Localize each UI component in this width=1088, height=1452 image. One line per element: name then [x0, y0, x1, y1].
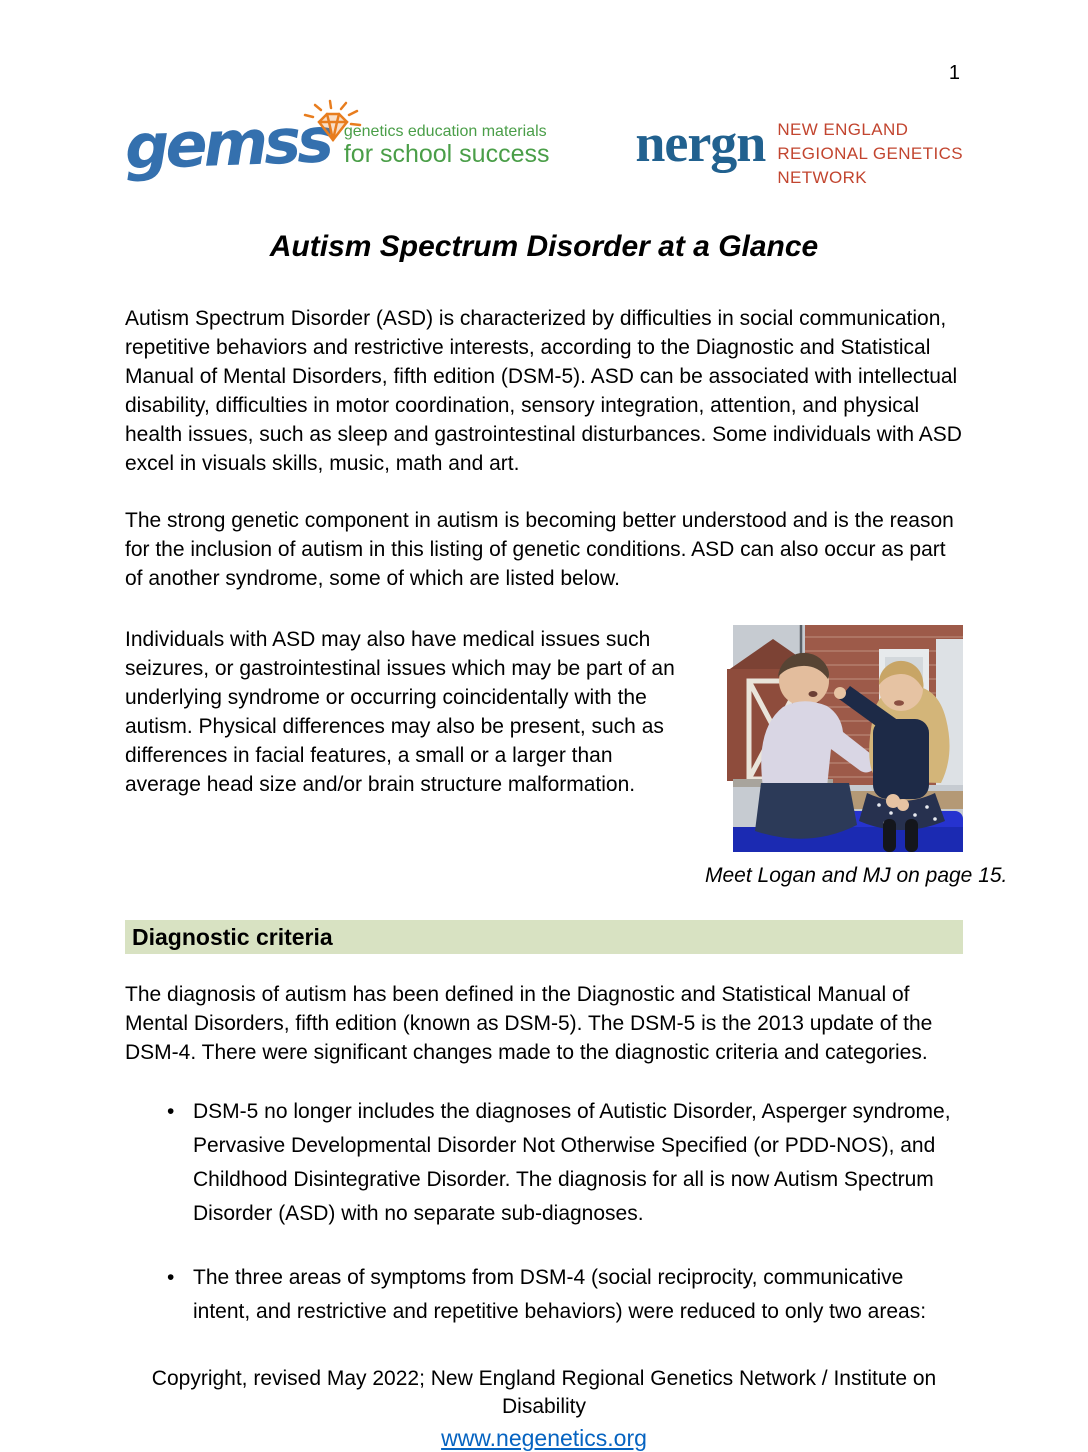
gemss-logo — [123, 103, 550, 184]
paragraph-diagnosis-intro: The diagnosis of autism has been defined in the Diagnostic and Statistical Manual of Mental Disorders, fifth edition (known as DSM-5). The DSM-5 is the 2013 update of the DSM-4. There were significant changes made to the diagnostic criteria and categories. — [125, 983, 933, 1064]
page-title: Autism Spectrum Disorder at a Glance — [269, 230, 819, 263]
nergn-name-text — [777, 118, 963, 190]
header-logos — [125, 0, 963, 190]
photo-caption: Meet Logan and MJ on page 15. — [705, 864, 1008, 887]
nergn-line3: NETWORK — [777, 168, 868, 187]
negenetics-link[interactable]: www.negenetics.org — [441, 1425, 647, 1451]
gemss-wordmark: gemss — [123, 103, 332, 184]
children-photo — [733, 625, 963, 852]
list-item-dsm5-diagnoses: • DSM-5 no longer includes the diagnoses of Autistic Disorder, Asperger syndrome, Pervasive Developmental Disorder Not Otherwise Specified (or PDD-NOS), and Childhood Disintegrative Disorder. The diagnosis for all is now Autism Spectrum Disorder (ASD) with no separate sub-diagnoses. — [167, 1095, 963, 1231]
section-heading-diagnostic-criteria: Diagnostic criteria — [125, 920, 963, 954]
gemss-tagline-line2: for school success — [343, 140, 550, 168]
list-item-symptom-areas: • The three areas of symptoms from DSM-4 (social reciprocity, communicative intent, and restrictive and repetitive behaviors) were reduced to only two areas: — [167, 1261, 963, 1329]
nergn-logo — [635, 113, 963, 190]
page-footer — [125, 1365, 963, 1452]
nergn-line2: REGIONAL GENETICS — [777, 144, 963, 163]
gemss-tagline-line1: genetics education materials — [343, 123, 547, 140]
footer-copyright: Copyright, revised May 2022; New England Regional Genetics Network / Institute on Disability — [151, 1367, 937, 1418]
paragraph-medical-issues: Individuals with ASD may also have medical issues such seizures, or gastrointestinal issues which may be part of an underlying syndrome or occurring coincidentally with the autism. Physical differences may also be present, such as differences in facial features, a small or a larger than average head size and/or brain structure malformation. — [125, 628, 675, 796]
gemss-tagline — [344, 123, 550, 174]
page-number: 1 — [948, 62, 960, 84]
nergn-line1: NEW ENGLAND — [777, 120, 909, 139]
photo-text-section — [125, 625, 1008, 888]
paragraph-asd-overview: Autism Spectrum Disorder (ASD) is characterized by difficulties in social communication, repetitive behaviors and restrictive interests, according to the Diagnostic and Statistical Manual of Mental Disorders, fifth edition (DSM-5). ASD can be associated with intellectual disability, difficulties in motor coordination, sensory integration, attention, and physical health issues, such as sleep and gastrointestinal disturbances. Some individuals with ASD excel in visuals skills, music, math and art. — [125, 307, 962, 475]
nergn-wordmark: nergn — [635, 113, 766, 173]
paragraph-genetic-component: The strong genetic component in autism is becoming better understood and is the reason for the inclusion of autism in this listing of genetic conditions. ASD can also occur as part of another syndrome, some of which are listed below. — [125, 509, 954, 590]
bullet-list — [125, 1095, 963, 1329]
photo-figure — [705, 625, 1008, 888]
